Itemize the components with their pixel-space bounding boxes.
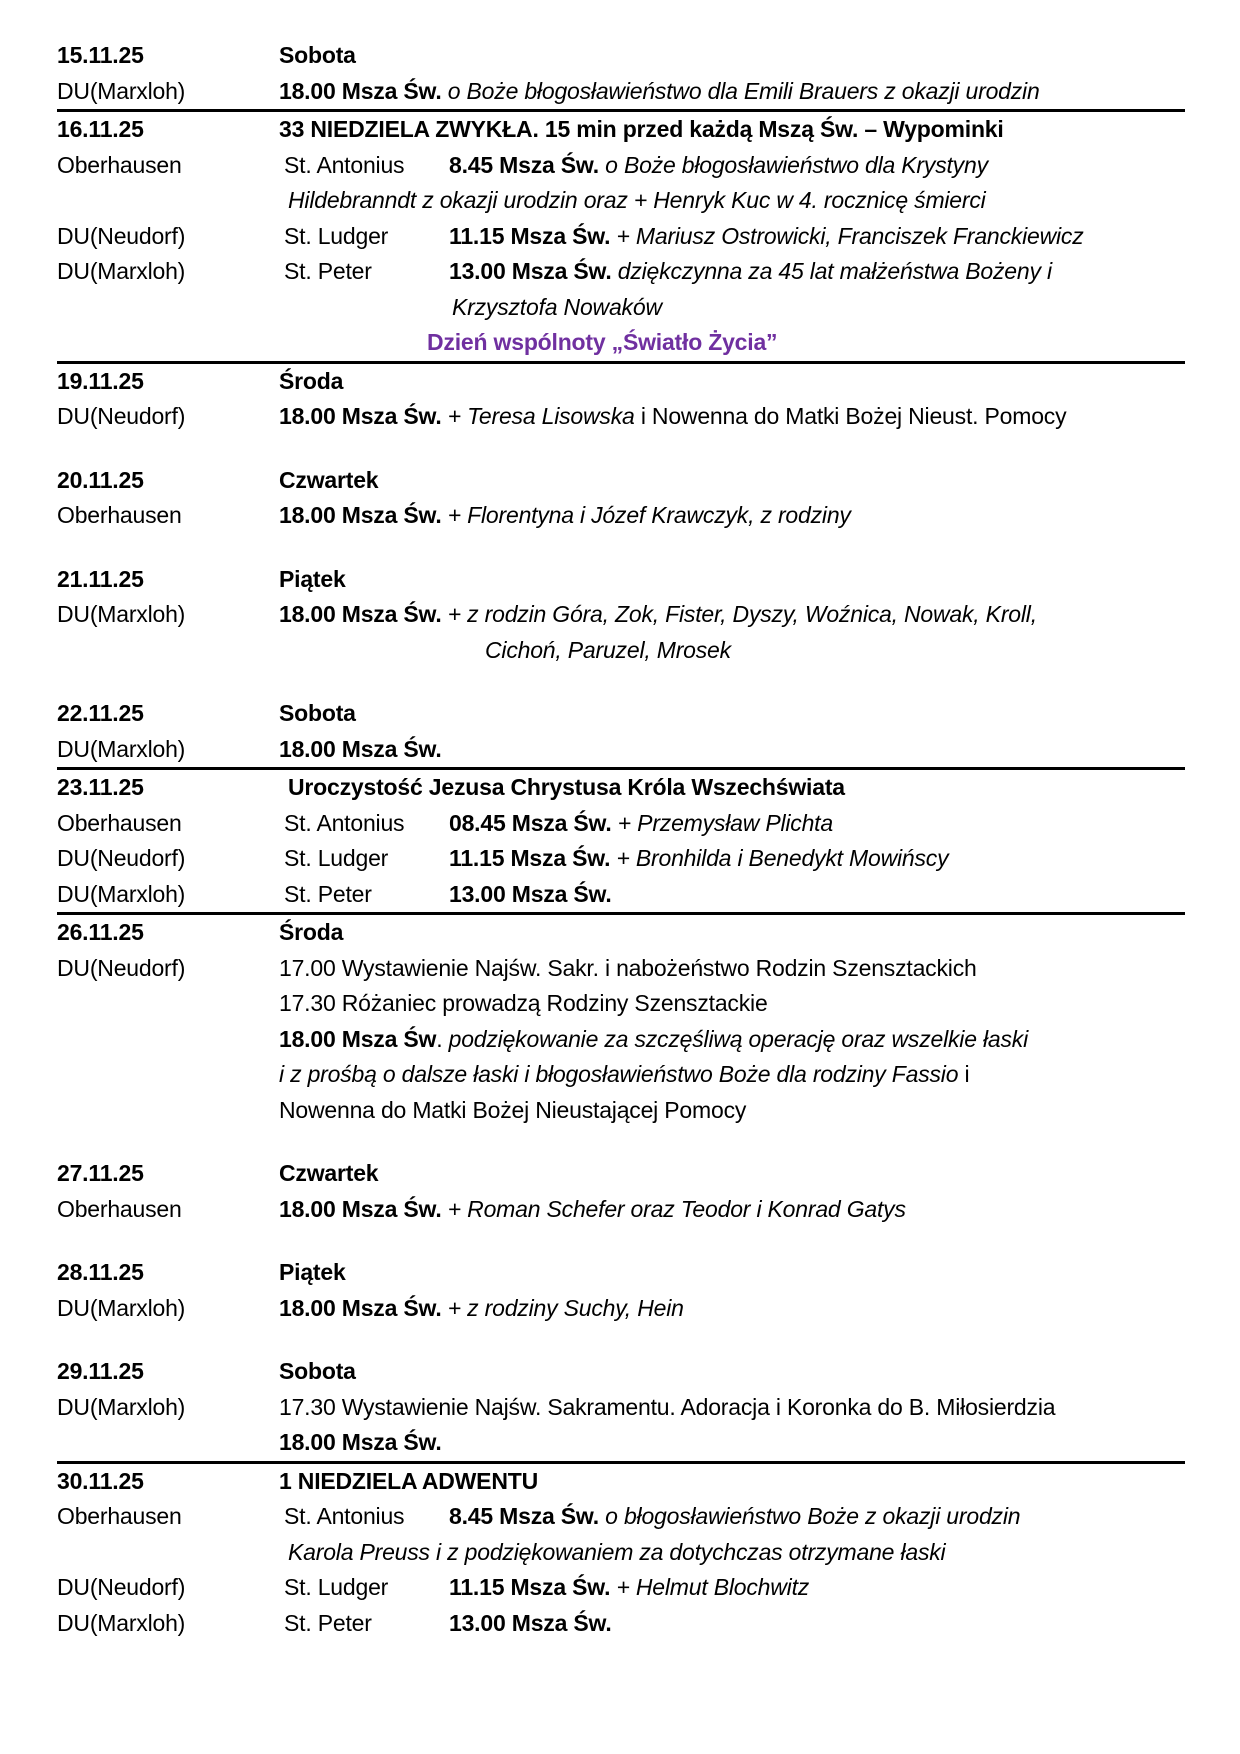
cell-main — [279, 1022, 1028, 1058]
text-run: 13.00 Msza Św. — [449, 880, 612, 907]
text-run: 27.11.25 — [57, 1160, 144, 1186]
cell-main — [279, 38, 356, 74]
community-day-note: Dzień wspólnoty „Światło Życia” — [427, 329, 778, 355]
cell-time — [449, 254, 1052, 290]
text-run: 08.45 Msza Św. — [449, 809, 618, 836]
schedule-row — [57, 562, 1185, 598]
schedule-row — [57, 74, 1185, 110]
text-run: DU(Neudorf) — [57, 1574, 186, 1600]
text-run: + Bronhilda i Benedykt Mowińscy — [616, 845, 949, 871]
schedule-row — [57, 732, 1185, 768]
text-run: 11.15 Msza Św. — [449, 1574, 617, 1600]
cell-time — [449, 1499, 1020, 1535]
cell-date — [57, 112, 144, 148]
cell-date — [57, 951, 185, 987]
text-run: o błogosławieństwo Boże z okazji urodzin — [605, 1503, 1021, 1529]
text-run: 16.11.25 — [57, 116, 144, 142]
schedule-row — [57, 915, 1185, 951]
cell-date — [57, 254, 185, 290]
text-run: 8.45 Msza Św. — [449, 151, 606, 178]
cell-time — [449, 806, 833, 842]
text-run: 30.11.25 — [57, 1467, 144, 1494]
text-run: Piątek — [279, 1259, 346, 1285]
text-run: DU(Marxloh) — [57, 880, 186, 907]
text-run: DU(Marxloh) — [57, 601, 186, 627]
text-run: + Teresa Lisowska — [447, 403, 635, 429]
text-run: DU(Marxloh) — [57, 1609, 186, 1636]
cell-date — [57, 1464, 144, 1500]
text-run: 26.11.25 — [57, 919, 144, 945]
text-run: + Mariusz Ostrowicki, Franciszek Franckiewicz — [616, 222, 1084, 249]
cell-main — [279, 463, 378, 499]
schedule-row — [57, 399, 1185, 435]
cell-main — [279, 732, 442, 768]
text-run: St. Ludger — [284, 845, 389, 871]
text-run: Cichoń, Paruzel, Mrosek — [485, 636, 731, 663]
schedule-row — [57, 1057, 1185, 1093]
schedule-row — [57, 951, 1185, 987]
text-run: + Przemysław Plichta — [617, 809, 833, 836]
cell-contdeep — [452, 290, 662, 326]
cell-church — [284, 806, 404, 842]
cell-main — [279, 951, 977, 987]
text-run: Karola Preuss i z podziękowaniem za dotychczas otrzymane łaski — [288, 1538, 946, 1565]
cell-main — [279, 1192, 906, 1228]
cell-church — [284, 841, 388, 877]
cell-date — [57, 1570, 185, 1606]
cell-date — [57, 1291, 185, 1327]
cell-date — [57, 148, 182, 184]
text-run: Uroczystość Jezusa Chrystusa Króla Wszechświata — [288, 774, 845, 800]
cell-church — [284, 219, 388, 255]
text-run: 13.00 Msza Św. — [449, 258, 618, 284]
cell-date — [57, 364, 144, 400]
schedule-row — [57, 1606, 1185, 1642]
text-run: + Helmut Blochwitz — [616, 1574, 810, 1600]
row-spacer — [57, 534, 1185, 562]
schedule-row — [57, 806, 1185, 842]
text-run: 18.00 Msza Św. — [279, 77, 448, 104]
text-run: St. Ludger — [284, 222, 389, 249]
cell-time — [449, 1606, 612, 1642]
cell-main — [279, 399, 1066, 435]
cell-date — [57, 806, 182, 842]
text-run: 21.11.25 — [57, 565, 144, 592]
text-run: Sobota — [279, 42, 356, 68]
text-run: i z prośbą o dalsze łaski i błogosławieństwo Boże dla rodziny Fassio — [279, 1061, 959, 1087]
text-run: DU(Marxloh) — [57, 735, 186, 762]
text-run: Sobota — [279, 700, 356, 726]
schedule-row — [57, 290, 1185, 326]
text-run: Oberhausen — [57, 1503, 182, 1529]
text-run: DU(Marxloh) — [57, 258, 186, 284]
schedule-row — [57, 696, 1185, 732]
cell-main — [279, 1390, 1055, 1426]
schedule-row — [57, 1390, 1185, 1426]
schedule-row — [57, 1354, 1185, 1390]
text-run: Piątek — [279, 565, 346, 592]
cell-main — [279, 915, 343, 951]
cell-church — [284, 148, 404, 184]
text-run: 18.00 Msza Św. — [279, 735, 442, 762]
text-run: DU(Neudorf) — [57, 954, 186, 981]
cell-date — [57, 1390, 185, 1426]
schedule-row — [57, 1425, 1185, 1461]
text-run: 17.30 Wystawienie Najśw. Sakramentu. Adoracja i Koronka do B. Miłosierdzia — [279, 1393, 1056, 1420]
cell-date — [57, 562, 144, 598]
cell-date — [57, 1606, 185, 1642]
schedule-row — [57, 498, 1185, 534]
row-spacer — [57, 668, 1185, 696]
cell-time — [449, 219, 1084, 255]
schedule-row — [57, 1192, 1185, 1228]
text-run: 18.00 Msza Św. — [279, 1195, 448, 1222]
text-run: Oberhausen — [57, 1195, 182, 1222]
cell-note — [427, 325, 777, 361]
cell-main — [279, 74, 1040, 110]
row-spacer — [57, 435, 1185, 463]
text-run: St. Peter — [284, 1609, 372, 1636]
cell-church — [284, 1570, 388, 1606]
text-run: dziękczynna za 45 lat małżeństwa Bożeny i — [617, 258, 1052, 284]
text-run: i — [958, 1061, 970, 1087]
schedule-row — [57, 364, 1185, 400]
text-run: Środa — [279, 919, 344, 945]
cell-church — [284, 877, 372, 913]
row-spacer — [57, 1227, 1185, 1255]
text-run: Krzysztofa Nowaków — [452, 293, 662, 320]
cell-date — [57, 38, 144, 74]
cell-main — [279, 597, 1037, 633]
text-run: Oberhausen — [57, 151, 182, 178]
text-run: + Florentyna i Józef Krawczyk, z rodziny — [447, 502, 851, 528]
text-run: 19.11.25 — [57, 367, 144, 394]
schedule-row — [57, 1464, 1185, 1500]
cell-main — [279, 498, 851, 534]
schedule-row — [57, 841, 1185, 877]
text-run: DU(Marxloh) — [57, 1393, 186, 1420]
text-run: . — [436, 1025, 449, 1052]
text-run: DU(Neudorf) — [57, 403, 186, 429]
text-run: + z rodzin Góra, Zok, Fister, Dyszy, Woźnica, Nowak, Kroll, — [447, 601, 1037, 627]
schedule-row — [57, 148, 1185, 184]
text-run: 23.11.25 — [57, 774, 144, 800]
schedule-row — [57, 1291, 1185, 1327]
text-run: 18.00 Msza Św. — [279, 1294, 448, 1321]
text-run: DU(Marxloh) — [57, 1294, 186, 1321]
cell-main — [279, 986, 768, 1022]
schedule-row — [57, 1570, 1185, 1606]
text-run: 11.15 Msza Św. — [449, 222, 617, 249]
text-run: Oberhausen — [57, 809, 182, 836]
cell-main — [279, 1354, 356, 1390]
schedule-row — [57, 877, 1185, 913]
text-run: + Roman Schefer oraz Teodor i Konrad Gatys — [447, 1195, 906, 1222]
cell-date — [57, 696, 144, 732]
schedule — [57, 38, 1185, 1641]
cell-cont — [288, 770, 845, 806]
cell-main — [279, 1057, 969, 1093]
text-run: o Boże błogosławieństwo dla Emili Brauers z okazji urodzin — [447, 77, 1040, 104]
text-run: Środa — [279, 367, 344, 394]
text-run: Nowenna do Matki Bożej Nieustającej Pomocy — [279, 1096, 747, 1123]
schedule-row — [57, 325, 1185, 361]
cell-time — [449, 841, 948, 877]
row-spacer — [57, 1128, 1185, 1156]
cell-cont — [288, 1535, 945, 1571]
text-run: 18.00 Msza Św. — [279, 403, 448, 429]
cell-date — [57, 1499, 182, 1535]
cell-main — [279, 696, 356, 732]
cell-date — [57, 1255, 144, 1291]
cell-date — [57, 399, 185, 435]
cell-time — [449, 148, 988, 184]
cell-main — [279, 364, 343, 400]
cell-date — [57, 597, 185, 633]
cell-date — [57, 1354, 144, 1390]
cell-date — [57, 915, 144, 951]
cell-main — [279, 112, 1004, 148]
text-run: Czwartek — [279, 1160, 379, 1186]
schedule-row — [57, 463, 1185, 499]
text-run: i Nowenna do Matki Bożej Nieust. Pomocy — [634, 403, 1067, 429]
row-spacer — [57, 1326, 1185, 1354]
cell-date — [57, 463, 144, 499]
schedule-row — [57, 219, 1185, 255]
cell-main — [279, 1255, 346, 1291]
cell-date — [57, 74, 185, 110]
text-run: Czwartek — [279, 466, 379, 493]
cell-date — [57, 877, 185, 913]
text-run: St. Antonius — [284, 151, 405, 178]
text-run: DU(Neudorf) — [57, 845, 186, 871]
text-run: 20.11.25 — [57, 466, 144, 493]
schedule-row — [57, 254, 1185, 290]
text-run: 17.30 Różaniec prowadzą Rodziny Szensztackie — [279, 990, 768, 1016]
cell-date — [57, 1156, 144, 1192]
schedule-row — [57, 1156, 1185, 1192]
text-run: Sobota — [279, 1358, 356, 1384]
text-run: 11.15 Msza Św. — [449, 845, 617, 871]
text-run: St. Peter — [284, 880, 372, 907]
schedule-row — [57, 183, 1185, 219]
schedule-row — [57, 1022, 1185, 1058]
cell-time — [449, 1570, 809, 1606]
cell-date — [57, 732, 185, 768]
cell-church — [284, 254, 372, 290]
schedule-row — [57, 1499, 1185, 1535]
schedule-row — [57, 770, 1185, 806]
cell-date — [57, 219, 185, 255]
text-run: + z rodziny Suchy, Hein — [447, 1294, 684, 1321]
cell-date — [57, 770, 144, 806]
text-run: o Boże błogosławieństwo dla Krystyny — [605, 151, 988, 178]
schedule-row — [57, 597, 1185, 633]
schedule-row — [57, 1255, 1185, 1291]
cell-church — [284, 1606, 372, 1642]
schedule-row — [57, 1535, 1185, 1571]
cell-date — [57, 1192, 182, 1228]
schedule-row — [57, 112, 1185, 148]
cell-main — [279, 1093, 746, 1129]
cell-main — [279, 1464, 538, 1500]
text-run: 18.00 Msza Św — [279, 1025, 437, 1052]
text-run: Hildebranndt z okazji urodzin oraz + Henryk Kuc w 4. rocznicę śmierci — [288, 187, 986, 213]
text-run: 22.11.25 — [57, 700, 144, 726]
text-run: St. Ludger — [284, 1574, 389, 1600]
text-run: DU(Marxloh) — [57, 77, 186, 104]
text-run: podziękowanie za szczęśliwą operację oraz wszelkie łaski — [448, 1025, 1029, 1052]
schedule-row — [57, 38, 1185, 74]
text-run: 18.00 Msza Św. — [279, 601, 448, 627]
text-run: 8.45 Msza Św. — [449, 1503, 606, 1529]
text-run: 29.11.25 — [57, 1358, 144, 1384]
cell-main — [279, 1425, 442, 1461]
text-run: St. Antonius — [284, 1503, 405, 1529]
text-run: 33 NIEDZIELA ZWYKŁA. 15 min przed każdą Mszą Św. – Wypominki — [279, 116, 1004, 142]
text-run: 28.11.25 — [57, 1259, 144, 1285]
schedule-row — [57, 1093, 1185, 1129]
text-run: 18.00 Msza Św. — [279, 1429, 442, 1455]
text-run: 1 NIEDZIELA ADWENTU — [279, 1467, 538, 1494]
schedule-row — [57, 633, 1185, 669]
cell-contdeeper — [485, 633, 731, 669]
cell-church — [284, 1499, 404, 1535]
cell-cont — [288, 183, 986, 219]
cell-date — [57, 841, 185, 877]
cell-main — [279, 1156, 378, 1192]
text-run: 18.00 Msza Św. — [279, 502, 448, 528]
text-run: Oberhausen — [57, 502, 182, 528]
cell-main — [279, 562, 346, 598]
text-run: DU(Neudorf) — [57, 222, 186, 249]
text-run: 17.00 Wystawienie Najśw. Sakr. i nabożeństwo Rodzin Szensztackich — [279, 954, 977, 981]
text-run: 13.00 Msza Św. — [449, 1609, 612, 1636]
schedule-row — [57, 986, 1185, 1022]
text-run: 15.11.25 — [57, 42, 144, 68]
text-run: St. Peter — [284, 258, 372, 284]
cell-time — [449, 877, 612, 913]
cell-main — [279, 1291, 684, 1327]
cell-date — [57, 498, 182, 534]
text-run: St. Antonius — [284, 809, 405, 836]
